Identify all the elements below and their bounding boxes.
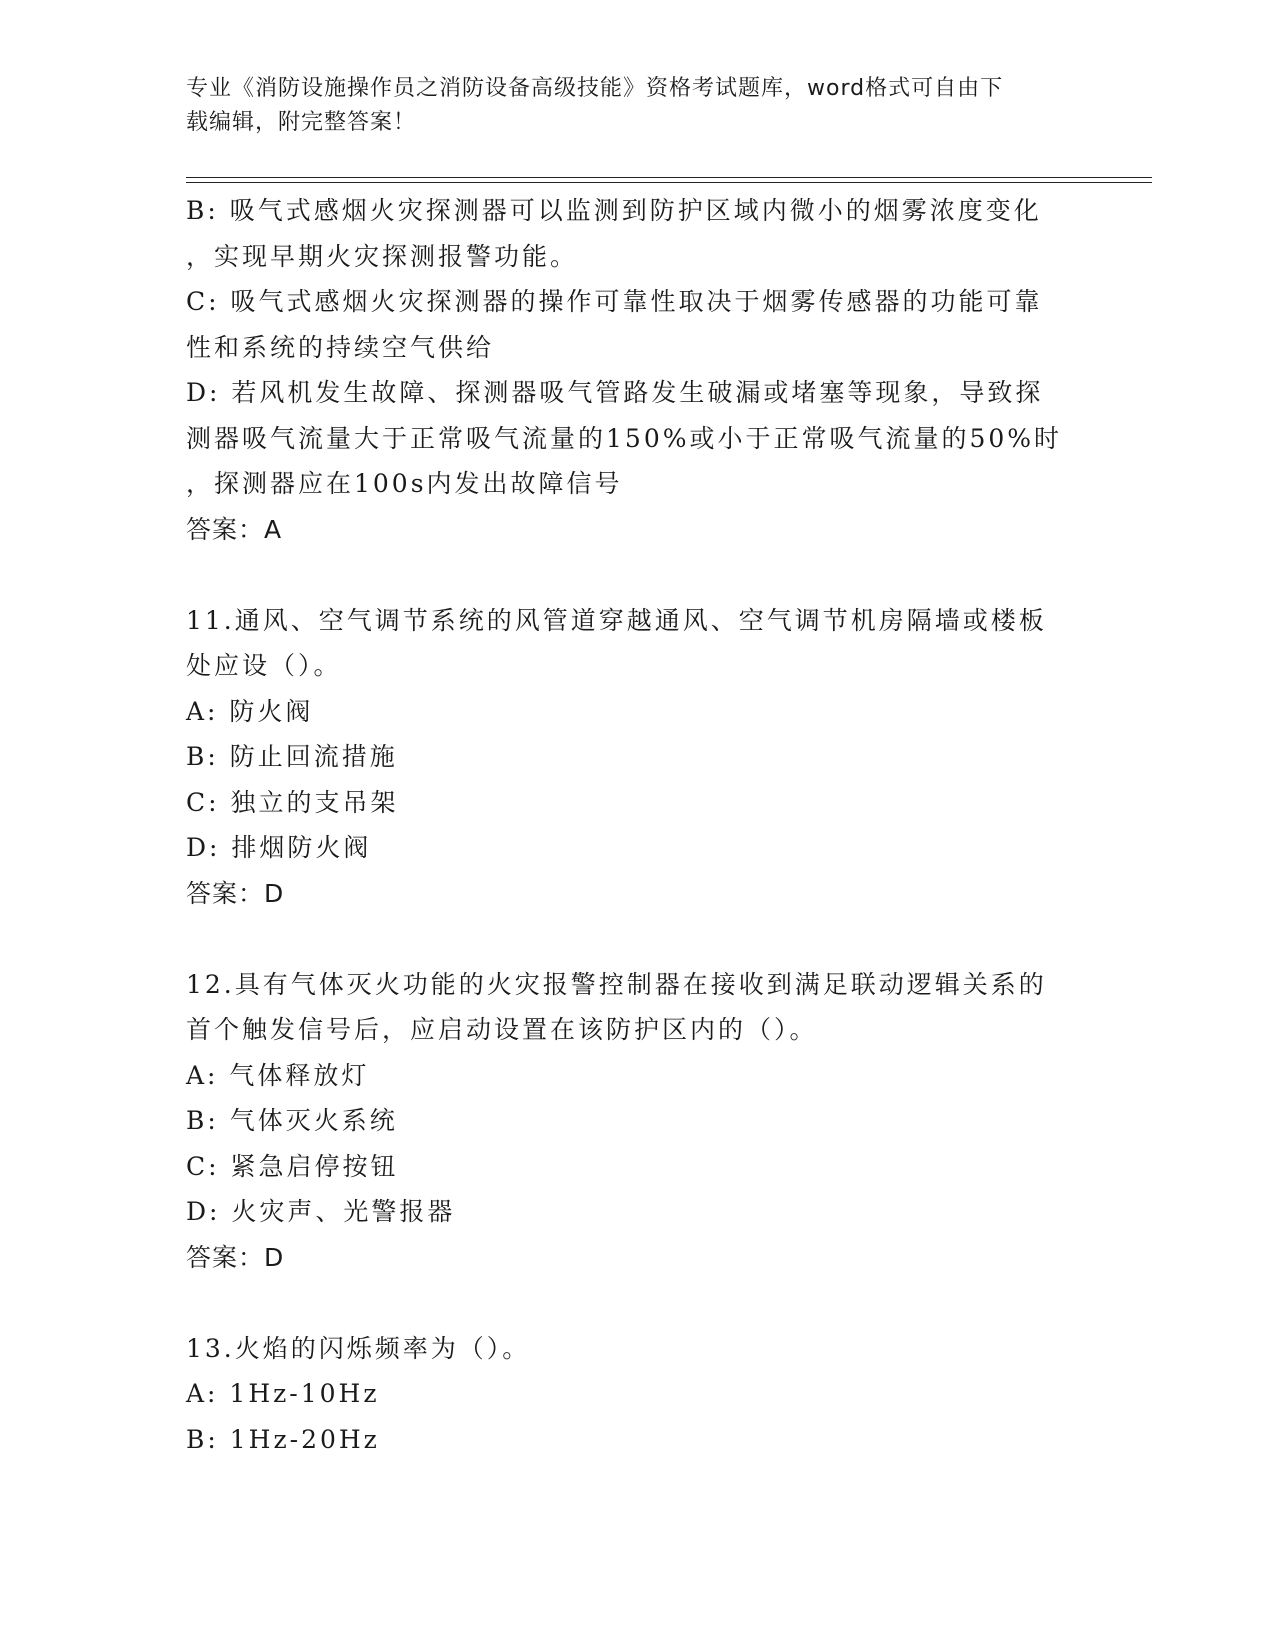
option-d: D: 火灾声、光警报器: [186, 1197, 456, 1226]
option-a: A: 1Hz-10Hz: [186, 1379, 380, 1408]
spacer: [186, 1280, 1086, 1326]
option-d-line: 测器吸气流量大于正常吸气流量的150%或小于正常吸气流量的50%时: [186, 423, 1063, 453]
question-prev: [186, 188, 1086, 552]
option-a: A: 气体释放灯: [186, 1060, 370, 1090]
option-b-line: ，实现早期火灾探测报警功能。: [186, 241, 579, 271]
question-content: [186, 188, 1086, 1462]
option-b: B: 1Hz-20Hz: [186, 1424, 380, 1454]
option-b: B: 防止回流措施: [186, 742, 398, 771]
option-c: C: 紧急启停按钮: [186, 1151, 399, 1181]
answer: 答案：D: [186, 878, 285, 908]
header-line: 载编辑，附完整答案！: [186, 110, 417, 135]
option-c: C: 独立的支吊架: [186, 787, 399, 817]
document-header: [186, 72, 1066, 140]
answer: 答案：A: [186, 514, 283, 544]
option-a: A: 防火阀: [186, 696, 314, 726]
question-stem: 首个触发信号后，应启动设置在该防护区内的（）。: [186, 1015, 818, 1044]
option-b: B: 气体灭火系统: [186, 1106, 398, 1135]
header-divider-bottom: [186, 182, 1152, 183]
question-11: [186, 598, 1086, 917]
option-d-line: ，探测器应在100s内发出故障信号: [186, 469, 623, 498]
option-d-line: D: 若风机发生故障、探测器吸气管路发生破漏或堵塞等现象，导致探: [186, 378, 1044, 407]
question-stem: 12.具有气体灭火功能的火灾报警控制器在接收到满足联动逻辑关系的: [186, 969, 1047, 999]
header-line: 专业《消防设施操作员之消防设备高级技能》资格考试题库，word格式可自由下: [186, 76, 1004, 101]
question-stem: 处应设（）。: [186, 651, 342, 680]
spacer: [186, 916, 1086, 962]
option-b-line: B: 吸气式感烟火灾探测器可以监测到防护区域内微小的烟雾浓度变化: [186, 196, 1042, 225]
question-stem: 11.通风、空气调节系统的风管道穿越通风、空气调节机房隔墙或楼板: [186, 605, 1047, 635]
option-d: D: 排烟防火阀: [186, 833, 372, 862]
spacer: [186, 552, 1086, 598]
option-c-line: 性和系统的持续空气供给: [186, 332, 495, 362]
header-divider-top: [186, 177, 1152, 178]
question-stem: 13.火焰的闪烁频率为（）。: [186, 1333, 531, 1363]
answer: 答案：D: [186, 1242, 285, 1272]
option-c-line: C: 吸气式感烟火灾探测器的操作可靠性取决于烟雾传感器的功能可靠: [186, 287, 1043, 316]
question-12: [186, 962, 1086, 1281]
question-13: [186, 1326, 1086, 1463]
